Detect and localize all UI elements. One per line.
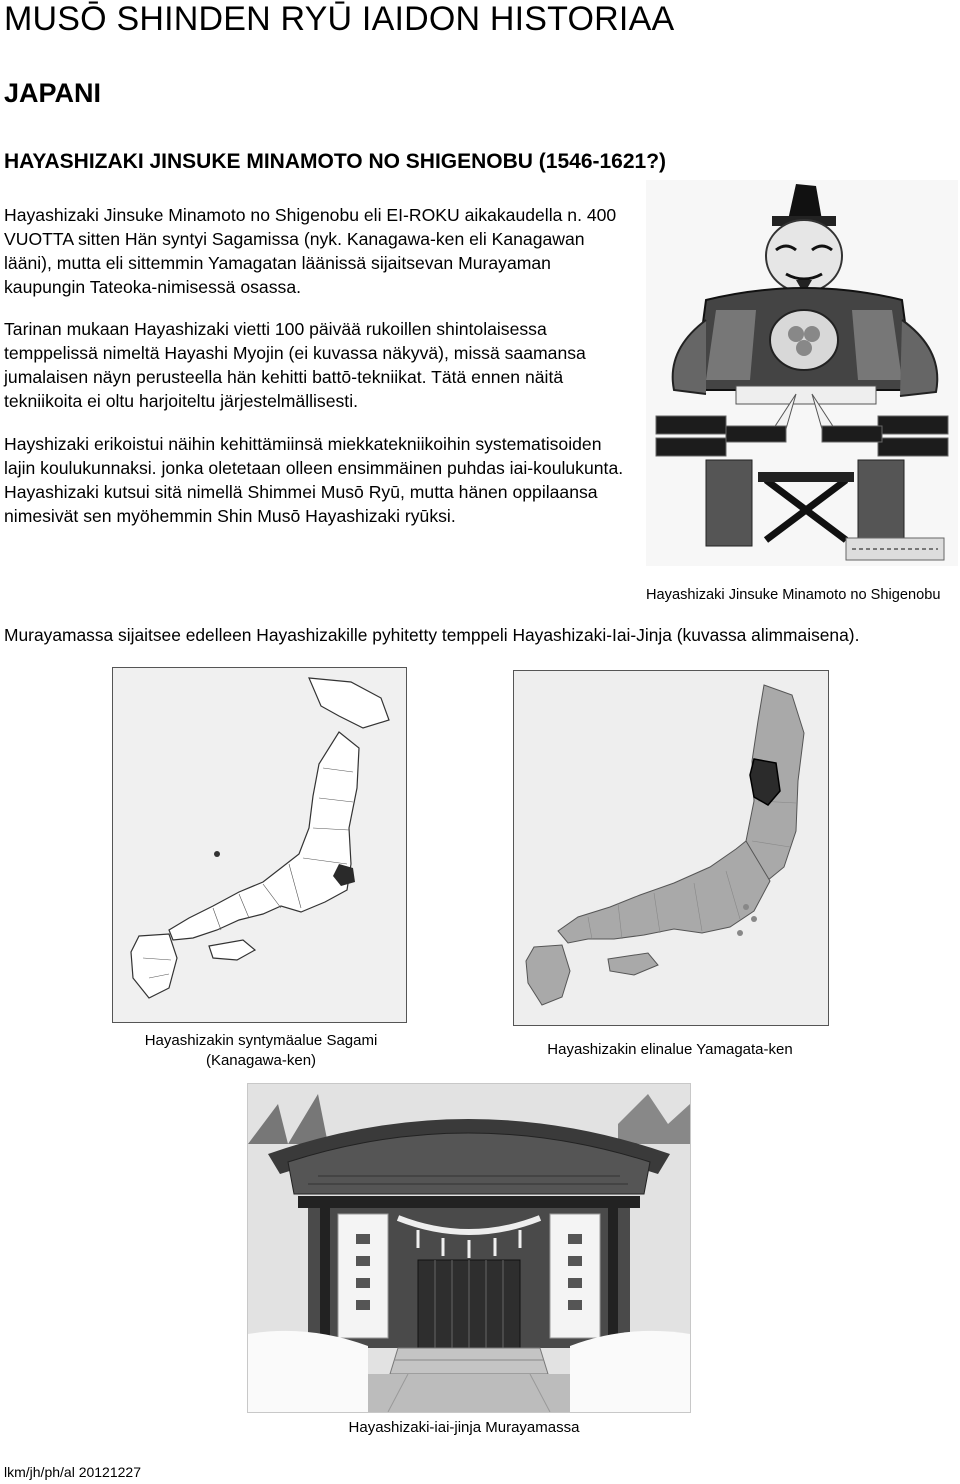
japan-map-sagami-illustration	[113, 668, 406, 1022]
paragraph-birth: Hayashizaki Jinsuke Minamoto no Shigenobu eli EI-ROKU aikakaudella n. 400 VUOTTA sitten Hän syntyi Sagamissa (nyk. Kanagawa-ken eli Kanagawan lääni), mutta eli sittemmin Yamagatan läänissä sijaitsevan Murayaman kaupungin Tateoka-nimisessä osassa.	[4, 205, 617, 297]
map-right-caption: Hayashizakin elinalue Yamagata-ken	[547, 1041, 793, 1058]
samurai-statue-illustration	[646, 180, 958, 566]
map-japan-yamagata	[513, 670, 829, 1026]
map-japan-sagami	[112, 667, 407, 1023]
shrine-photo	[247, 1083, 691, 1413]
paragraph-legend: Tarinan mukaan Hayashizaki vietti 100 päivää rukoillen shintolaisessa temppelissä nimeltä Hayashi Myojin (ei kuvassa näkyvä), missä saamansa jumalaisen näyn perusteella hän kehitti battō-tekniikat. Tätä ennen näitä tekniikoita ei oltu harjoiteltu järjestelmällisesti.	[4, 319, 586, 411]
section-heading: JAPANI	[4, 78, 102, 108]
shrine-photo-illustration	[248, 1084, 690, 1412]
map-left-caption: Hayashizakin syntymäalue Sagami (Kanagawa-ken)	[144, 1032, 378, 1069]
statue-photo	[646, 180, 958, 566]
person-heading: HAYASHIZAKI JINSUKE MINAMOTO NO SHIGENOBU (1546-1621?)	[4, 150, 667, 173]
shrine-caption: Hayashizaki-iai-jinja Murayamassa	[348, 1419, 580, 1436]
footer-note: lkm/jh/ph/al 20121227	[4, 1464, 141, 1480]
paragraph-school: Hayshizaki erikoistui näihin kehittämiinsä miekkatekniikoihin systematisoiden lajin koulukunnaksi. jonka oletetaan olleen ensimmäinen puhdas iai-koulukunta. Hayashizaki kutsui sitä nimellä Shimmei Musō Ryū, mutta hänen oppilaansa nimesivät sen myöhemmin Shin Musō Hayashizaki ryūksi.	[4, 434, 624, 526]
document-title: MUSŌ SHINDEN RYŪ IAIDON HISTORIAA	[4, 0, 675, 38]
statue-caption: Hayashizaki Jinsuke Minamoto no Shigenobu	[646, 587, 941, 603]
japan-map-yamagata-illustration	[514, 671, 828, 1025]
paragraph-shrine: Murayamassa sijaitsee edelleen Hayashizakille pyhitetty temppeli Hayashizaki-Iai-Jinja (kuvassa alimmaisena).	[4, 625, 860, 645]
